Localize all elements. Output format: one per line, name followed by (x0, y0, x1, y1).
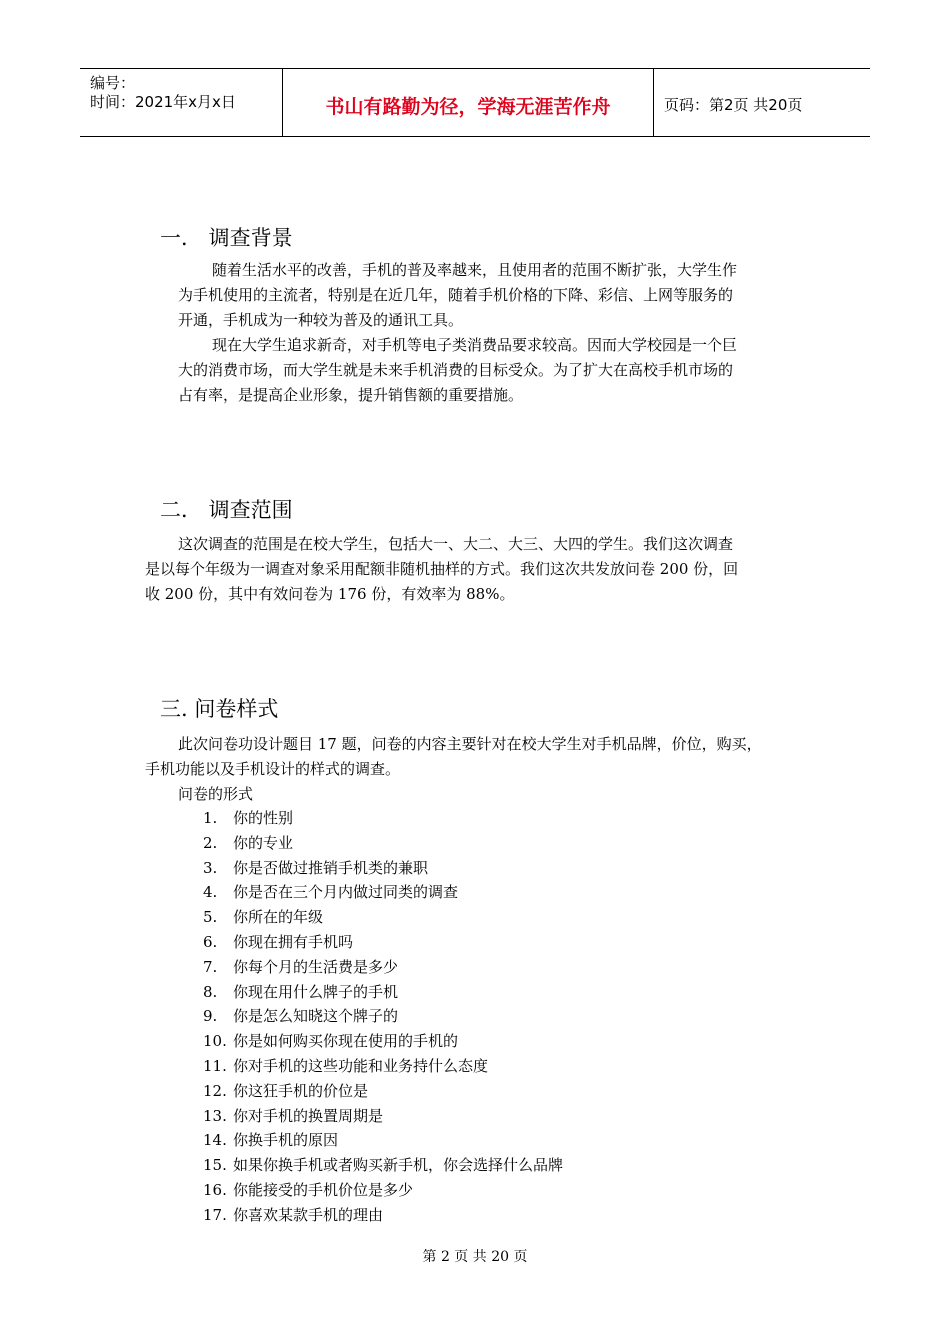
item-text: 你的专业 (233, 833, 294, 852)
item-number: 5. (203, 908, 218, 927)
document-header (80, 68, 870, 137)
item-number: 3. (203, 858, 218, 877)
list-item (203, 1104, 563, 1129)
question-list (203, 806, 563, 1228)
item-text: 你的性别 (233, 809, 294, 827)
item-text: 你现在用什么牌子的手机 (233, 982, 399, 1001)
item-number: 2. (203, 833, 218, 852)
item-number: 16. (203, 1180, 227, 1199)
item-number: 8. (203, 982, 218, 1001)
item-text: 你是否做过推销手机类的兼职 (233, 858, 429, 877)
item-text: 你每个月的生活费是多少 (233, 957, 399, 976)
paragraph-line: 收 200 份，其中有效问卷为 176 份，有效率为 88%。 (145, 585, 515, 603)
page-footer: 第 2 页 共 20 页 (422, 1249, 528, 1265)
paragraph-line: 开通，手机成为一种较为普及的通讯工具。 (178, 311, 464, 329)
paragraph-line: 此次问卷功设计题目 17 题，问卷的内容主要针对在校大学生对手机品牌，价位，购买， (178, 735, 762, 753)
item-number: 10. (203, 1032, 227, 1051)
header-meta-cell (80, 69, 283, 136)
item-text: 如果你换手机或者购买新手机，你会选择什么品牌 (233, 1156, 564, 1175)
list-item (203, 1004, 563, 1029)
paragraph-line: 为手机使用的主流者，特别是在近几年，随着手机价格的下降、彩信、上网等服务的 (178, 286, 734, 304)
item-text: 你这狂手机的价位是 (233, 1081, 369, 1100)
list-item (203, 955, 563, 980)
list-item (203, 980, 563, 1005)
list-item (203, 856, 563, 881)
item-number: 1. (203, 809, 218, 827)
list-item (203, 806, 563, 831)
paragraph-line: 占有率，是提高企业形象，提升销售额的重要措施。 (178, 386, 524, 404)
header-page-cell (654, 69, 870, 136)
section-heading-questionnaire: 三. 问卷样式 (160, 697, 279, 721)
list-item (203, 1029, 563, 1054)
list-item (203, 831, 563, 856)
list-item (203, 905, 563, 930)
item-number: 9. (203, 1007, 218, 1026)
paragraph-line: 是以每个年级为一调查对象采用配额非随机抽样的方式。我们这次共发放问卷 200 份，回 (145, 560, 739, 578)
item-text: 你对手机的换置周期是 (233, 1106, 384, 1125)
list-item (203, 1079, 563, 1104)
paragraph-line: 手机功能以及手机设计的样式的调查。 (145, 760, 401, 778)
item-number: 4. (203, 883, 218, 902)
list-item (203, 1128, 563, 1153)
item-text: 你现在拥有手机吗 (233, 932, 354, 951)
paragraph-line: 随着生活水平的改善，手机的普及率越来，且使用者的范围不断扩张，大学生作 (212, 261, 738, 279)
code-label: 编号： (90, 74, 136, 92)
item-number: 13. (203, 1106, 227, 1125)
paragraph-line: 问卷的形式 (178, 785, 254, 803)
item-number: 7. (203, 957, 218, 976)
section-heading-background: 一． 调查背景 (160, 226, 293, 250)
item-text: 你是否在三个月内做过同类的调查 (233, 883, 459, 902)
list-item (203, 1178, 563, 1203)
item-number: 17. (203, 1205, 227, 1224)
item-text: 你喜欢某款手机的理由 (233, 1205, 384, 1224)
list-item (203, 1203, 563, 1228)
item-text: 你能接受的手机价位是多少 (233, 1180, 414, 1199)
item-number: 11. (203, 1056, 227, 1075)
item-number: 15. (203, 1156, 227, 1175)
item-text: 你是如何购买你现在使用的手机的 (233, 1032, 459, 1051)
time-label: 时间：2021年x月x日 (90, 93, 236, 111)
page-label: 页码：第2页 共20页 (664, 96, 803, 114)
item-text: 你所在的年级 (233, 908, 324, 927)
list-item (203, 880, 563, 905)
paragraph-line: 大的消费市场，而大学生就是未来手机消费的目标受众。为了扩大在高校手机市场的 (178, 361, 734, 379)
list-item (203, 1153, 563, 1178)
paragraph-line: 现在大学生追求新奇，对手机等电子类消费品要求较高。因而大学校园是一个巨 (212, 336, 738, 354)
item-number: 14. (203, 1131, 227, 1150)
list-item (203, 930, 563, 955)
header-motto-cell (283, 69, 654, 136)
list-item (203, 1054, 563, 1079)
item-number: 12. (203, 1081, 227, 1100)
item-text: 你是怎么知晓这个牌子的 (233, 1007, 399, 1026)
item-text: 你对手机的这些功能和业务持什么态度 (233, 1056, 489, 1075)
item-number: 6. (203, 932, 218, 951)
section-heading-scope: 二． 调查范围 (160, 498, 293, 522)
paragraph-line: 这次调查的范围是在校大学生，包括大一、大二、大三、大四的学生。我们这次调查 (178, 535, 734, 553)
motto-text: 书山有路勤为径，学海无涯苦作舟 (325, 96, 611, 118)
item-text: 你换手机的原因 (233, 1131, 339, 1150)
